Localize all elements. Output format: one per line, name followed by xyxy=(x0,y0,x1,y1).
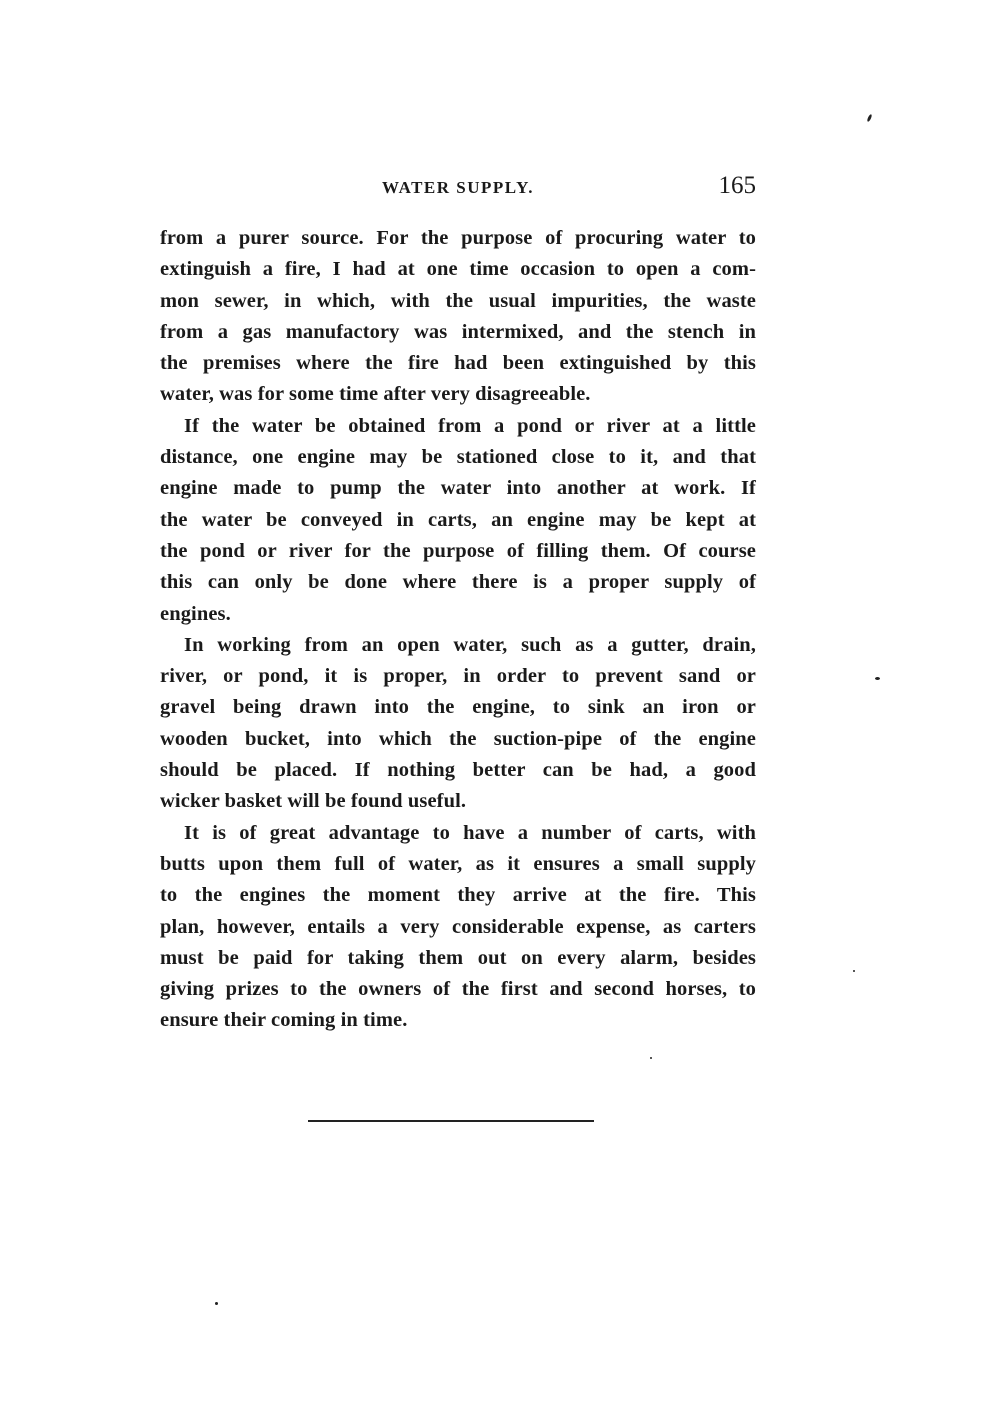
running-head xyxy=(160,172,756,206)
text-line: should be placed. If nothing better can be had, a good xyxy=(160,759,756,782)
text-line: the premises where the fire had been extinguished by this xyxy=(160,352,756,375)
scan-speck xyxy=(650,1057,652,1059)
closing-rule xyxy=(308,1120,594,1122)
text-line: In working from an open water, such as a gutter, drain, xyxy=(184,633,756,656)
scan-speck xyxy=(853,970,855,972)
text-line: It is of great advantage to have a number of carts, with xyxy=(184,821,756,844)
text-line: this can only be done where there is a proper supply of xyxy=(160,571,756,594)
body-text xyxy=(160,223,756,1037)
text-line: extinguish a fire, I had at one time occasion to open a com- xyxy=(160,258,756,281)
running-title: WATER SUPPLY. xyxy=(381,178,535,197)
text-line: distance, one engine may be stationed close to it, and that xyxy=(160,446,756,469)
paragraph-4 xyxy=(160,818,756,1037)
page-number: 165 xyxy=(718,172,756,199)
text-line: river, or pond, it is proper, in order to prevent sand or xyxy=(160,665,756,688)
text-line: from a gas manufactory was intermixed, and the stench in xyxy=(160,320,756,343)
text-line: to the engines the moment they arrive at the fire. This xyxy=(160,884,756,907)
text-line: the water be conveyed in carts, an engine may be kept at xyxy=(160,508,756,531)
paragraph-3 xyxy=(160,630,756,818)
text-line: giving prizes to the owners of the first and second horses, to xyxy=(160,978,756,1001)
paragraph-2 xyxy=(160,411,756,630)
paragraph-1 xyxy=(160,223,756,411)
text-line: mon sewer, in which, with the usual impurities, the waste xyxy=(160,289,756,312)
text-line: If the water be obtained from a pond or river at a little xyxy=(184,414,756,437)
text-line: engines. xyxy=(160,602,231,625)
text-line: butts upon them full of water, as it ensures a small supply xyxy=(160,852,756,875)
text-line: the pond or river for the purpose of filling them. Of course xyxy=(160,539,756,562)
text-line: engine made to pump the water into another at work. If xyxy=(160,477,756,500)
scan-speck xyxy=(215,1302,218,1305)
text-line: wooden bucket, into which the suction-pipe of the engine xyxy=(160,727,756,750)
scan-speck xyxy=(866,114,872,123)
scan-speck xyxy=(875,677,880,680)
text-line: from a purer source. For the purpose of procuring water to xyxy=(160,227,756,249)
text-line: must be paid for taking them out on every alarm, besides xyxy=(160,946,756,969)
text-line: water, was for some time after very disagreeable. xyxy=(160,383,591,406)
text-line: wicker basket will be found useful. xyxy=(160,790,467,813)
text-line: ensure their coming in time. xyxy=(160,1009,408,1032)
text-line: plan, however, entails a very considerable expense, as carters xyxy=(160,915,756,938)
text-line: gravel being drawn into the engine, to sink an iron or xyxy=(160,696,756,719)
